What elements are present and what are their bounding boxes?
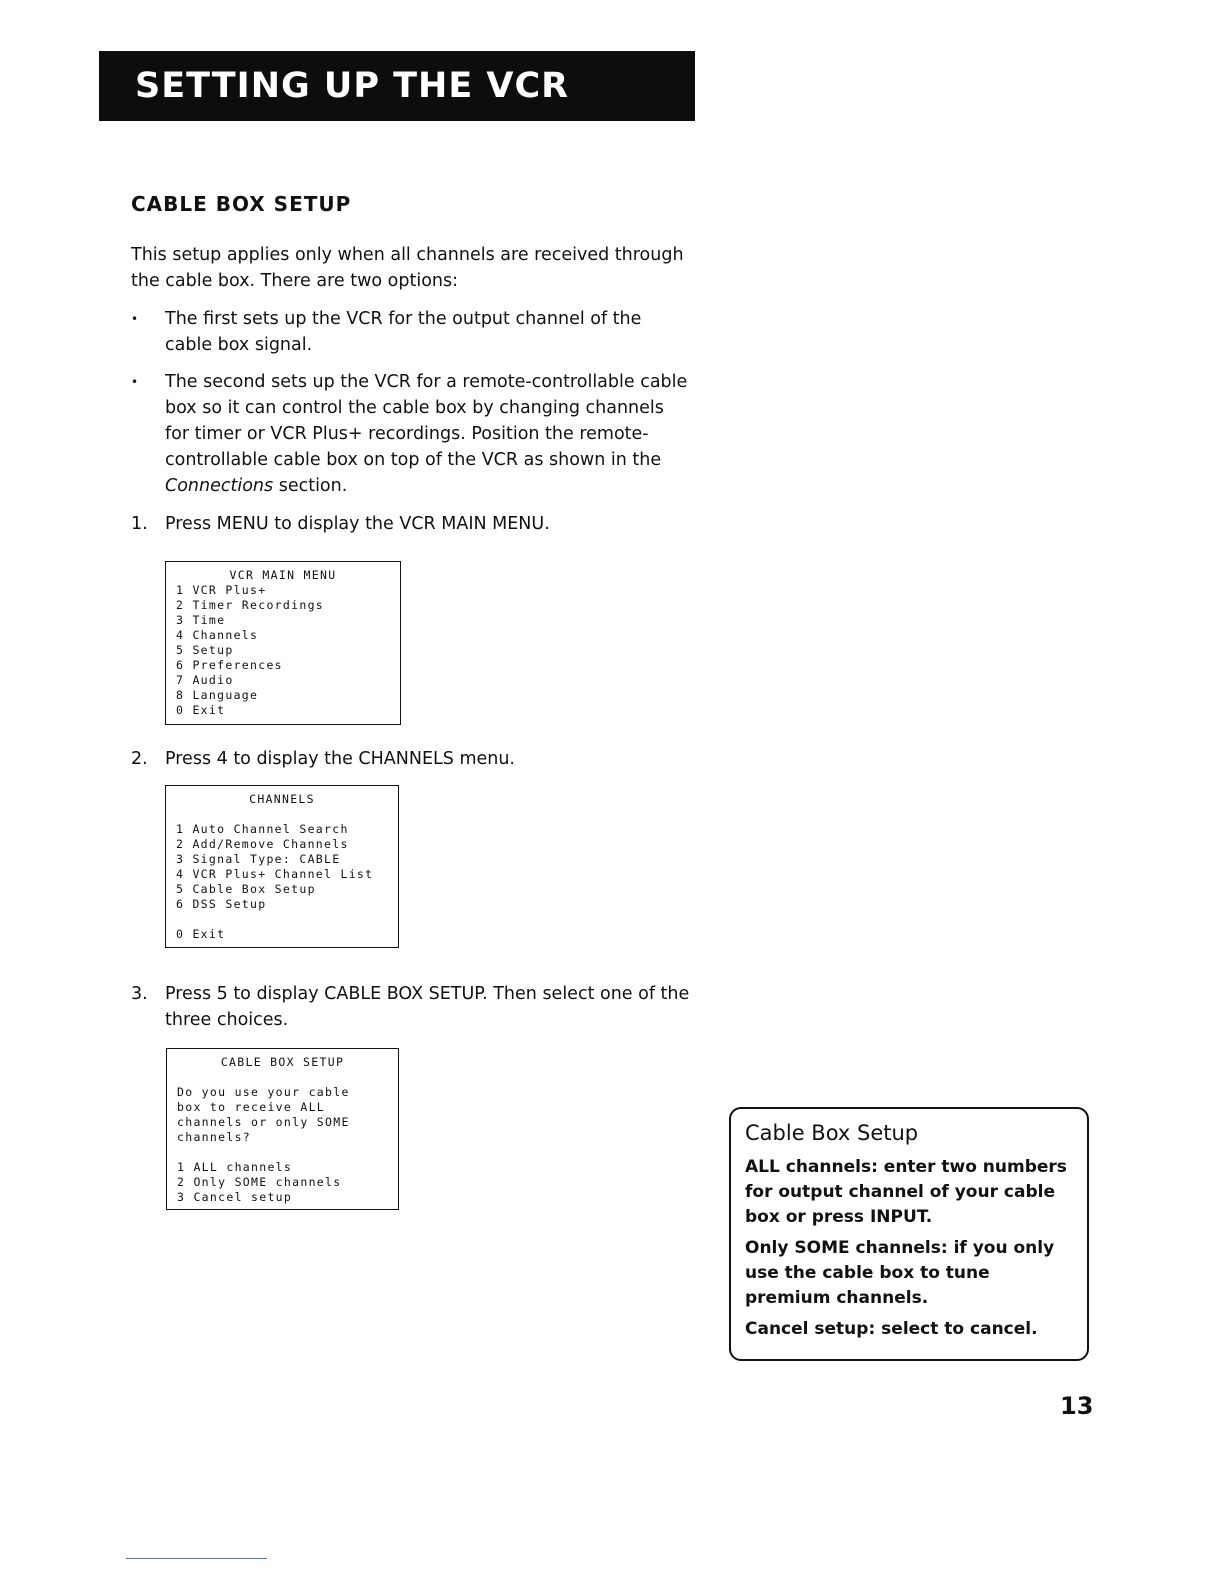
sidebar-paragraph: Only SOME channels: if you only use the cable box to tune premium channels. bbox=[745, 1238, 1055, 1308]
bullet-mark: • bbox=[131, 375, 139, 389]
bullet-item bbox=[131, 306, 691, 358]
menu-item: 4 Channels bbox=[176, 628, 259, 642]
menu-item: 1 ALL channels bbox=[177, 1160, 293, 1174]
step-text: Press MENU to display the VCR MAIN MENU. bbox=[165, 514, 550, 534]
menu-item: 2 Add/Remove Channels bbox=[176, 837, 349, 851]
menu-item: 1 Auto Channel Search bbox=[176, 822, 349, 836]
menu-item: 0 Exit bbox=[176, 703, 226, 717]
cable-box-setup-screen bbox=[166, 1048, 399, 1210]
menu-item: 3 Cancel setup bbox=[177, 1190, 293, 1204]
menu-item: 6 Preferences bbox=[176, 658, 283, 672]
menu-item: 3 Signal Type: CABLE bbox=[176, 852, 341, 866]
sidebar-paragraph: Cancel setup: select to cancel. bbox=[745, 1319, 1038, 1339]
menu-item: 5 Setup bbox=[176, 643, 234, 657]
bullet-text: The second sets up the VCR for a remote-controllable cable box so it can control the cable box by changing channels for timer or VCR Plus+ recordings. Position the remote-controllable cable box on top of the VCR as shown in the bbox=[165, 372, 688, 470]
cable-box-setup-sidebar bbox=[729, 1107, 1089, 1361]
step-3 bbox=[131, 981, 691, 1033]
step-1 bbox=[131, 511, 691, 537]
chapter-header-bar bbox=[99, 51, 695, 121]
menu-item: 4 VCR Plus+ Channel List bbox=[176, 867, 374, 881]
question-line: channels? bbox=[177, 1130, 252, 1144]
bullet-item bbox=[131, 369, 691, 499]
bullet-mark: • bbox=[131, 312, 139, 326]
menu-item: 6 DSS Setup bbox=[176, 897, 267, 911]
screen-title: CABLE BOX SETUP bbox=[220, 1055, 345, 1069]
chapter-title: SETTING UP THE VCR bbox=[135, 66, 570, 106]
step-text: Press 5 to display CABLE BOX SETUP. Then select one of the three choices. bbox=[165, 984, 690, 1030]
step-2 bbox=[131, 746, 691, 772]
sidebar-paragraph: ALL channels: enter two numbers for output channel of your cable box or press INPUT. bbox=[745, 1157, 1067, 1227]
screen-title: CHANNELS bbox=[249, 792, 315, 806]
menu-item: 7 Audio bbox=[176, 673, 234, 687]
menu-item: 3 Time bbox=[176, 613, 226, 627]
question-line: channels or only SOME bbox=[177, 1115, 350, 1129]
menu-item: 0 Exit bbox=[176, 927, 226, 941]
page-number: 13 bbox=[1060, 1392, 1094, 1420]
bullet-text-block bbox=[165, 369, 691, 499]
intro-paragraph: This setup applies only when all channels are received through the cable box. There are two options: bbox=[131, 245, 684, 291]
channels-menu-screen bbox=[165, 785, 399, 948]
vcr-main-menu-screen bbox=[165, 561, 401, 725]
sidebar-title: Cable Box Setup bbox=[745, 1121, 919, 1145]
bullet-text-tail: section. bbox=[273, 476, 348, 496]
step-text: Press 4 to display the CHANNELS menu. bbox=[165, 749, 515, 769]
footer-rule bbox=[126, 1558, 267, 1559]
step-number: 1. bbox=[131, 514, 148, 534]
screen-title: VCR MAIN MENU bbox=[229, 568, 337, 582]
question-line: box to receive ALL bbox=[177, 1100, 326, 1114]
menu-item: 1 VCR Plus+ bbox=[176, 583, 267, 597]
connections-reference: Connections bbox=[165, 476, 274, 496]
menu-item: 2 Only SOME channels bbox=[177, 1175, 342, 1189]
bullet-text: The first sets up the VCR for the output channel of the cable box signal. bbox=[165, 309, 642, 355]
step-number: 2. bbox=[131, 749, 148, 769]
section-title: CABLE BOX SETUP bbox=[131, 192, 352, 216]
menu-item: 8 Language bbox=[176, 688, 259, 702]
menu-item: 5 Cable Box Setup bbox=[176, 882, 316, 896]
menu-item: 2 Timer Recordings bbox=[176, 598, 325, 612]
question-line: Do you use your cable bbox=[177, 1085, 350, 1099]
step-number: 3. bbox=[131, 984, 148, 1004]
